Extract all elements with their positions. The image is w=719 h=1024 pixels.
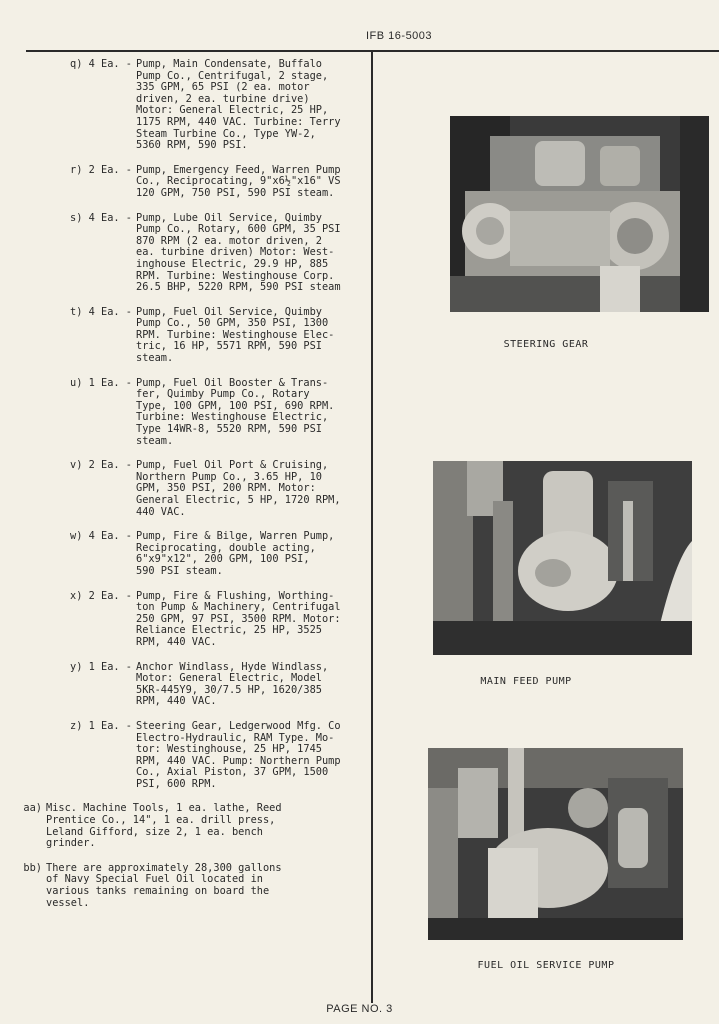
fuel-oil-service-pump-caption: FUEL OIL SERVICE PUMP — [477, 960, 615, 971]
note-text: There are approximately 28,300 gallons of Navy Special Fuel Oil located in various tanks remaining on board the vessel. — [46, 861, 282, 909]
list-item — [46, 531, 368, 577]
list-item — [46, 460, 368, 518]
item-label: r) 2 Ea. - — [70, 163, 132, 176]
fuel-oil-service-pump-photo — [428, 748, 683, 940]
item-text: Pump, Lube Oil Service, Quimby Pump Co., Rotary, 600 GPM, 35 PSI 870 RPM (2 ea. motor driven, 2 ea. turbine driven) Motor: West- inghouse Electric, 29.9 HP, 885 RPM. Turbine: Westinghouse Corp. 26.5 BHP, 5220 RPM, 590 PSI steam — [136, 211, 341, 294]
item-label: z) 1 Ea. - — [70, 719, 132, 732]
item-label: u) 1 Ea. - — [70, 376, 132, 389]
list-item — [46, 59, 368, 152]
item-label: s) 4 Ea. - — [70, 211, 132, 224]
fuel-oil-service-pump-image — [428, 748, 683, 940]
steering-gear-image — [450, 116, 709, 312]
item-text: Pump, Fuel Oil Booster & Trans- fer, Quimby Pump Co., Rotary Type, 100 GPM, 100 PSI, 690 RPM. Turbine: Westinghouse Electric, Type 14WR-8, 5520 RPM, 590 PSI steam. — [136, 376, 335, 447]
list-item — [46, 662, 368, 708]
note-label: bb) — [23, 861, 42, 874]
list-item — [46, 721, 368, 791]
item-text: Pump, Main Condensate, Buffalo Pump Co., Centrifugal, 2 stage, 335 GPM, 65 PSI (2 ea. motor driven, 2 ea. turbine drive) Motor: General Electric, 25 HP, 1175 RPM, 440 VAC. Turbine: Terry Steam Turbine Co., Type YW-2, 5360 RPM, 590 PSI. — [136, 58, 341, 152]
note-text: Misc. Machine Tools, 1 ea. lathe, Reed Prentice Co., 14", 1 ea. drill press, Leland Gifford, size 2, 1 ea. bench grinder. — [46, 802, 282, 850]
document-id: IFB 16-5003 — [366, 30, 433, 42]
main-feed-pump-image — [433, 461, 692, 655]
item-text: Pump, Emergency Feed, Warren Pump Co., Reciprocating, 9"x6½"x16" VS 120 GPM, 750 PSI, 590 PSI steam. — [136, 163, 341, 199]
item-text: Pump, Fire & Bilge, Warren Pump, Reciprocating, double acting, 6"x9"x12", 200 GPM, 100 PSI, 590 PSI steam. — [136, 530, 335, 577]
item-text: Pump, Fuel Oil Port & Cruising, Northern Pump Co., 3.65 HP, 10 GPM, 350 PSI, 200 RPM. Motor: General Electric, 5 HP, 1720 RPM, 440 VAC. — [136, 459, 341, 518]
item-text: Pump, Fuel Oil Service, Quimby Pump Co., 50 GPM, 350 PSI, 1300 RPM. Turbine: Westinghouse Elec- tric, 16 HP, 5571 RPM, 590 PSI steam. — [136, 305, 335, 365]
list-item — [46, 213, 368, 294]
steering-gear-caption: STEERING GEAR — [503, 339, 589, 350]
note-item — [4, 803, 368, 849]
page-number: PAGE NO. 3 — [326, 1003, 393, 1015]
item-label: v) 2 Ea. - — [70, 459, 132, 472]
list-item — [46, 307, 368, 365]
item-text: Pump, Fire & Flushing, Worthing- ton Pump & Machinery, Centrifugal 250 GPM, 97 PSI, 3500 RPM. Motor: Reliance Electric, 25 HP, 3525 RPM, 440 VAC. — [136, 589, 341, 648]
item-text: Steering Gear, Ledgerwood Mfg. Co Electro-Hydraulic, RAM Type. Mo- tor: Westinghouse, 25 HP, 1745 RPM, 440 VAC. Pump: Northern Pump Co., Axial Piston, 37 GPM, 1500 PSI, 600 RPM. — [136, 719, 341, 790]
main-feed-pump-photo — [433, 461, 692, 655]
item-label: q) 4 Ea. - — [70, 58, 132, 70]
list-item — [46, 591, 368, 649]
note-item — [4, 863, 368, 909]
list-item — [46, 165, 368, 200]
item-label: t) 4 Ea. - — [70, 305, 132, 318]
steering-gear-photo — [450, 116, 709, 312]
item-label: w) 4 Ea. - — [70, 530, 132, 543]
item-label: x) 2 Ea. - — [70, 589, 132, 602]
note-label: aa) — [23, 802, 42, 815]
item-text: Anchor Windlass, Hyde Windlass, Motor: General Electric, Model 5KR-445Y9, 30/7.5 HP, 1620/385 RPM, 440 VAC. — [136, 660, 329, 708]
main-feed-pump-caption: MAIN FEED PUMP — [480, 676, 572, 687]
list-item — [46, 378, 368, 448]
equipment-list — [23, 58, 368, 922]
item-label: y) 1 Ea. - — [70, 660, 132, 673]
